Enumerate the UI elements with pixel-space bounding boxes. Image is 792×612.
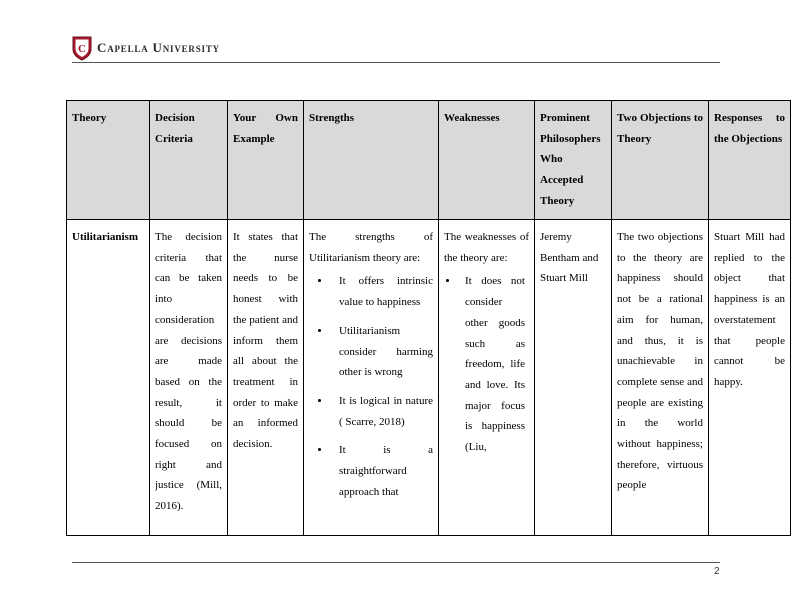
weaknesses-list — [444, 271, 525, 457]
criteria-text: The decision criteria that can be taken into consideration are decisions are made based on the result, it should be focused on right and justice (Mill, 2016). — [155, 231, 222, 513]
header-prominent-philosophers: Prominent Philosophers Who Accepted Theory — [535, 101, 612, 220]
header-strengths: Strengths — [304, 101, 439, 220]
footer-rule — [72, 562, 720, 563]
svg-text:C: C — [78, 42, 86, 55]
strength-item: • It is a straightforward approach that — [331, 440, 433, 502]
strength-item: • It is logical in nature ( Scarre, 2018) — [331, 391, 433, 432]
strengths-content — [309, 227, 433, 535]
objections-text: The two objections to the theory are happiness should not be a rational aim for human, and thus, it is unachievable in complete sense and people are existing in the world without happiness; therefore, virtuous people — [617, 231, 703, 492]
table-header-row — [67, 101, 791, 220]
cell-decision-criteria — [150, 220, 228, 536]
page-number: 2 — [714, 566, 720, 577]
cell-weaknesses — [439, 220, 535, 536]
header-decision-criteria: Decision Criteria — [150, 101, 228, 220]
logo-text: Capella University — [97, 40, 220, 55]
cell-strengths — [304, 220, 439, 536]
strength-item: • Utilitarianism consider harming other is wrong — [331, 321, 433, 383]
weakness-item: • It does not consider other goods such as freedom, life and love. Its major focus is happiness (Liu, — [459, 271, 525, 457]
theory-text: Utilitarianism — [72, 231, 138, 243]
philosophers-text: Jeremy Bentham and Stuart Mill — [540, 231, 599, 285]
capella-logo — [72, 35, 220, 61]
header-weaknesses: Weaknesses — [439, 101, 535, 220]
ethics-theory-table — [66, 100, 791, 536]
cell-prominent-philosophers — [535, 220, 612, 536]
header-responses: Responses to the Objections — [709, 101, 791, 220]
cell-two-objections — [612, 220, 709, 536]
header-two-objections: Two Objections to Theory — [612, 101, 709, 220]
cell-theory — [67, 220, 150, 536]
table-row — [67, 220, 791, 536]
strength-item: • It offers intrinsic value to happiness — [331, 271, 433, 312]
strengths-list — [309, 271, 433, 502]
shield-crest-icon — [72, 36, 92, 61]
cell-your-own-example — [228, 220, 304, 536]
header-theory: Theory — [67, 101, 150, 220]
responses-text: Stuart Mill had replied to the object that happiness is an overstatement that people cannot be happy. — [714, 231, 785, 388]
header-your-own-example: Your Own Example — [228, 101, 304, 220]
strengths-intro: The strengths of Utilitarianism theory are: — [309, 231, 433, 264]
weaknesses-intro: The weaknesses of the theory are: — [444, 231, 529, 264]
weaknesses-content — [444, 227, 529, 535]
cell-responses — [709, 220, 791, 536]
header-rule — [72, 62, 720, 63]
example-text: It states that the nurse needs to be honest with the patient and inform them all about the treatment in order to make an informed decision. — [233, 231, 298, 451]
